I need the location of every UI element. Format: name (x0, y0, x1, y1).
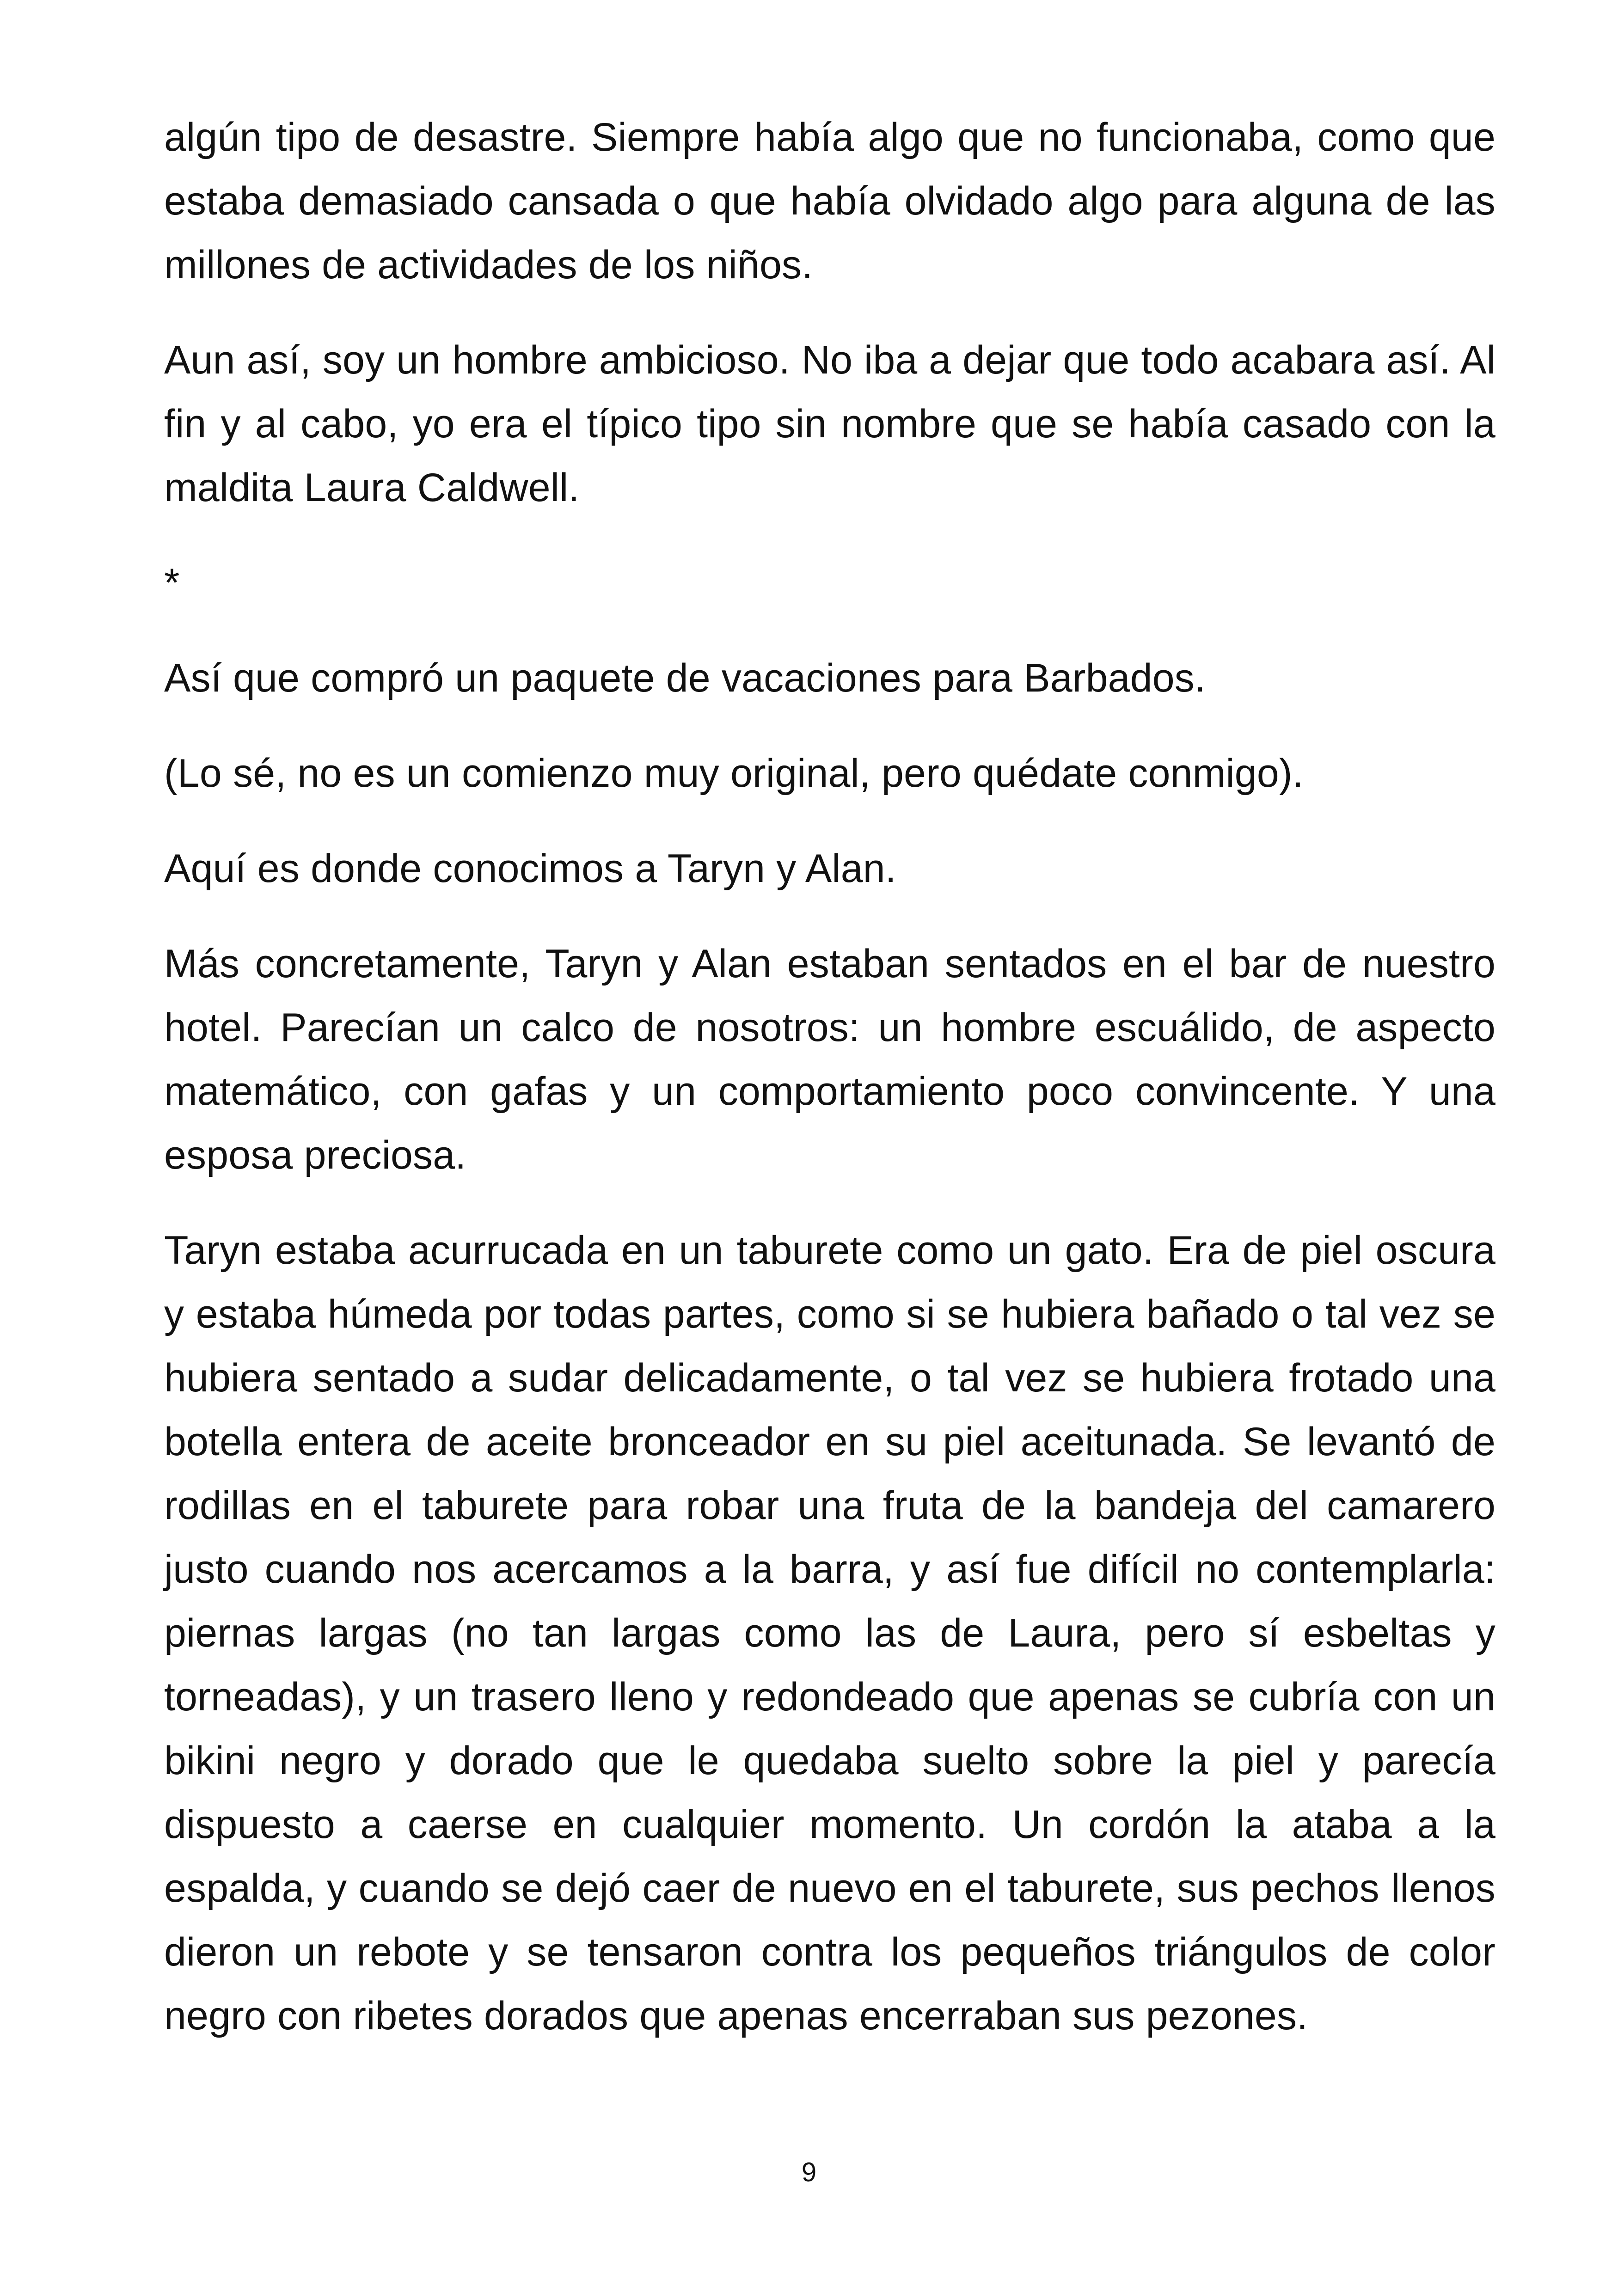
paragraph-6: Más concretamente, Taryn y Alan estaban sentados en el bar de nuestro hotel. Parecían un calco de nosotros: un hombre escuálido, de aspecto matemático, con gafas y un comportamiento poco convincente. Y una esposa preciosa. (164, 942, 1495, 1177)
section-separator: * (164, 561, 180, 605)
body-text (164, 105, 1495, 2079)
page-number: 9 (801, 2157, 817, 2187)
paragraph-1: algún tipo de desastre. Siempre había algo que no funcionaba, como que estaba demasiado cansada o que había olvidado algo para alguna de las millones de actividades de los niños. (164, 115, 1495, 287)
paragraph-3: Así que compró un paquete de vacaciones para Barbados. (164, 656, 1206, 700)
paragraph-2: Aun así, soy un hombre ambicioso. No iba a dejar que todo acabara así. Al fin y al cabo, yo era el típico tipo sin nombre que se había casado con la maldita Laura Caldwell. (164, 338, 1495, 510)
paragraph-5: Aquí es donde conocimos a Taryn y Alan. (164, 846, 896, 891)
paragraph-4: (Lo sé, no es un comienzo muy original, pero quédate conmigo). (164, 751, 1304, 796)
paragraph-7: Taryn estaba acurrucada en un taburete como un gato. Era de piel oscura y estaba húmeda por todas partes, como si se hubiera bañado o tal vez se hubiera sentado a sudar delicadamente, o tal vez se hubiera frotado una botella entera de aceite bronceador en su piel aceitunada. Se levantó de rodillas en el taburete para robar una fruta de la bandeja del camarero justo cuando nos acercamos a la barra, y así fue difícil no contemplarla: piernas largas (no tan largas como las de Laura, pero sí esbeltas y torneadas), y un trasero lleno y redondeado que apenas se cubría con un bikini negro y dorado que le quedaba suelto sobre la piel y parecía dispuesto a caerse en cualquier momento. Un cordón la ataba a la espalda, y cuando se dejó caer de nuevo en el taburete, sus pechos llenos dieron un rebote y se tensaron contra los pequeños triángulos de color negro con ribetes dorados que apenas encerraban sus pezones. (164, 1228, 1495, 2038)
